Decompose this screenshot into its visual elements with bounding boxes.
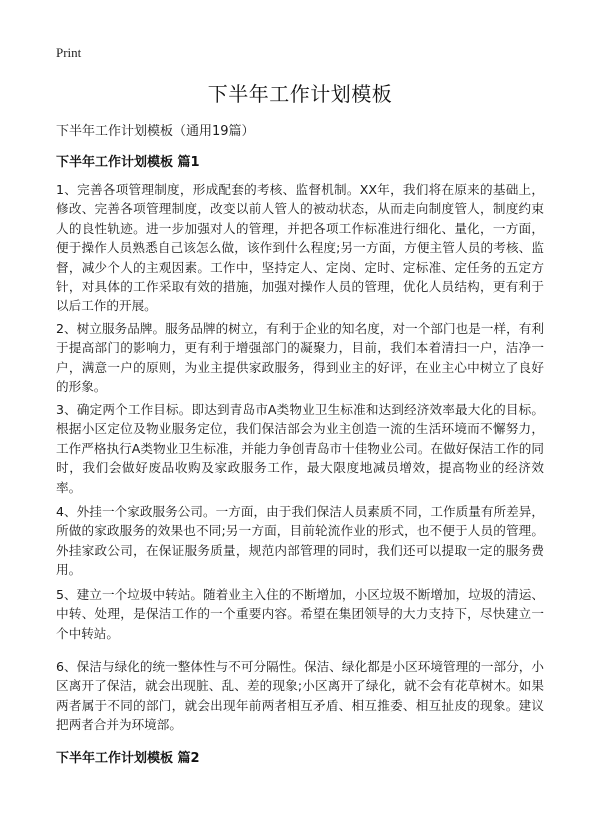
paragraph: 3、确定两个工作目标。即达到青岛市A类物业卫生标准和达到经济效率最大化的目标。根据小区定位及物业服务定位，我们保洁部会为业主创造一流的生活环境而不懈努力，工作严格执行A类物业卫生标准，并能力争创青岛市十佳物业公司。在做好保洁工作的同时，我们会做好废品收购及家政服务工作，最大限度地减员增效，提高物业的经济效率。 [56,402,544,495]
document-title: 下半年工作计划模板 [207,82,393,106]
paragraph: 1、完善各项管理制度，形成配套的考核、监督机制。XX年，我们将在原来的基础上，修改、完善各项管理制度，改变以前人管人的被动状态，从而走向制度管人，制度约束人的良性轨迹。进一步加强对人的管理，并把各项工作标准进行细化、量化，一方面，便于操作人员熟悉自己该怎么做，该作到什么程度;另一方面，方便主管人员的考核、监督，减少个人的主观因素。工作中，坚持定人、定岗、定时、定标准、定任务的五定方针，对具体的工作采取有效的措施，加强对操作人员的管理，优化人员结构，更有利于以后工作的开展。 [56,182,544,314]
print-link[interactable]: Print [56,45,82,60]
paragraph: 2、树立服务品牌。服务品牌的树立，有利于企业的知名度，对一个部门也是一样，有利于提高部门的影响力，更有利于增强部门的凝聚力，目前，我们本着清扫一户，洁净一户，满意一户的原则，为业主提供家政服务，得到业主的好评，在业主心中树立了良好的形象。 [56,321,544,395]
paragraph: 6、保洁与绿化的统一整体性与不可分隔性。保洁、绿化都是小区环境管理的一部分，小区离开了保洁，就会出现脏、乱、差的现象;小区离开了绿化，就不会有花草树木。如果两者属于不同的部门，就会出现年前两者相互矛盾、相互推委、相互扯皮的现象。建议把两者合并为环境部。 [56,659,544,733]
section-heading-1: 下半年工作计划模板 篇1 [56,155,200,170]
paragraph: 5、建立一个垃圾中转站。随着业主入住的不断增加，小区垃圾不断增加，垃圾的清运、中转、处理，是保洁工作的一个重要内容。希望在集团领导的大力支持下，尽快建立一个中转站。 [56,587,544,641]
section-heading-2: 下半年工作计划模板 篇2 [56,751,200,766]
paragraph: 4、外挂一个家政服务公司。一方面，由于我们保洁人员素质不同，工作质量有所差异，所做的家政服务的效果也不同;另一方面，目前轮流作业的形式，也不便于人员的管理。外挂家政公司，在保证服务质量，规范内部管理的同时，我们还可以提取一定的服务费用。 [56,504,544,578]
document-subtitle: 下半年工作计划模板（通用19篇） [56,124,255,139]
